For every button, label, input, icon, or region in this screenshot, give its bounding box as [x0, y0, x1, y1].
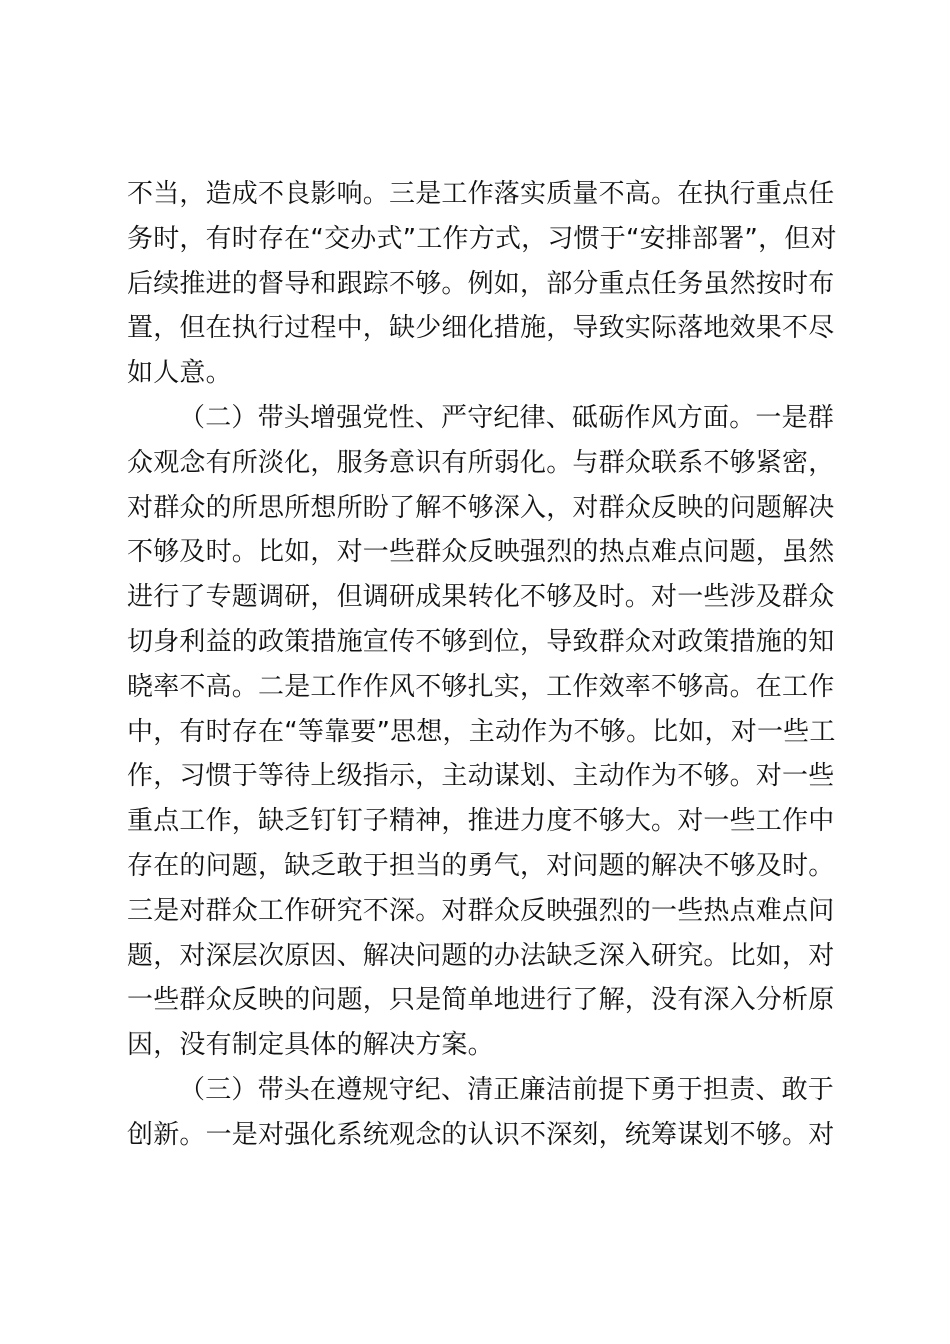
- paragraph-1: [127, 172, 837, 396]
- text-line: 对群众的所思所想所盼了解不够深入，对群众反映的问题解决: [127, 492, 835, 523]
- text-line: 不够及时。比如，对一些群众反映强烈的热点难点问题，虽然: [127, 537, 835, 568]
- text-line: 切身利益的政策措施宣传不够到位，导致群众对政策措施的知: [127, 626, 835, 657]
- text-line: 进行了专题调研，但调研成果转化不够及时。对一些涉及群众: [127, 582, 835, 613]
- text-line: （三）带头在遵规守纪、清正廉洁前提下勇于担责、敢于: [179, 1074, 835, 1105]
- text-line: 务时，有时存在“交办式”工作方式，习惯于“安排部署”，但对: [127, 223, 837, 254]
- text-line: （二）带头增强党性、严守纪律、砥砺作风方面。一是群: [179, 402, 835, 433]
- text-line: 中，有时存在“等靠要”思想，主动作为不够。比如，对一些工: [127, 716, 836, 747]
- text-line: 作，习惯于等待上级指示，主动谋划、主动作为不够。对一些: [127, 761, 835, 792]
- text-line: 因，没有制定具体的解决方案。: [127, 1030, 494, 1061]
- text-line: 一些群众反映的问题，只是简单地进行了解，没有深入分析原: [127, 985, 835, 1016]
- text-line: 如人意。: [127, 358, 232, 389]
- text-line: 置，但在执行过程中，缺少细化措施，导致实际落地效果不尽: [127, 313, 835, 344]
- text-line: 众观念有所淡化，服务意识有所弱化。与群众联系不够紧密，: [127, 447, 835, 478]
- text-line: 晓率不高。二是工作作风不够扎实，工作效率不够高。在工作: [127, 671, 835, 702]
- paragraph-2: [127, 396, 836, 1068]
- text-line: 三是对群众工作研究不深。对群众反映强烈的一些热点难点问: [127, 895, 835, 926]
- text-line: 不当，造成不良影响。三是工作落实质量不高。在执行重点任: [127, 179, 835, 209]
- text-line: 题，对深层次原因、解决问题的办法缺乏深入研究。比如，对: [127, 940, 835, 971]
- text-line: 创新。一是对强化系统观念的认识不深刻，统筹谋划不够。对: [127, 1119, 835, 1150]
- text-line: 存在的问题，缺乏敢于担当的勇气，对问题的解决不够及时。: [127, 850, 835, 881]
- paragraph-3: [127, 1068, 835, 1158]
- text-line: 重点工作，缺乏钉钉子精神，推进力度不够大。对一些工作中: [127, 806, 835, 837]
- document-page: [127, 172, 837, 1158]
- text-line: 后续推进的督导和跟踪不够。例如，部分重点任务虽然按时布: [127, 268, 835, 299]
